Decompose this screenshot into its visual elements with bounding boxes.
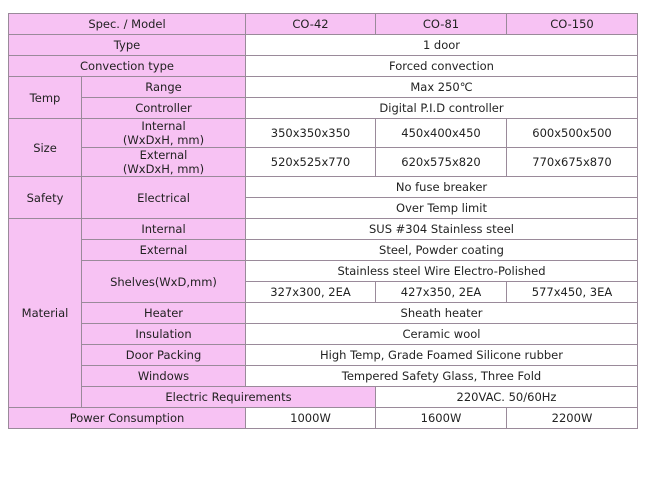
table-row	[9, 240, 638, 261]
shelves-size-co81: 427x350, 2EA	[376, 282, 507, 303]
size-internal-label-line1: Internal	[141, 119, 186, 133]
safety-electrical-label: Electrical	[82, 177, 246, 219]
temp-range-value: Max 250℃	[246, 77, 638, 98]
electric-label: Electric Requirements	[82, 387, 376, 408]
table-row	[9, 219, 638, 240]
type-value: 1 door	[246, 35, 638, 56]
model-header-co81: CO-81	[376, 14, 507, 35]
shelves-size-co150: 577x450, 3EA	[507, 282, 638, 303]
safety-group-label: Safety	[9, 177, 82, 219]
size-external-label	[82, 148, 246, 177]
size-external-co42: 520x525x770	[246, 148, 376, 177]
model-header-co42: CO-42	[246, 14, 376, 35]
safety-value-1: No fuse breaker	[246, 177, 638, 198]
electric-value: 220VAC. 50/60Hz	[376, 387, 638, 408]
table-row	[9, 77, 638, 98]
size-internal-label-line2: (WxDxH, mm)	[122, 133, 205, 147]
temp-controller-label: Controller	[82, 98, 246, 119]
size-internal-co42: 350x350x350	[246, 119, 376, 148]
table-row	[9, 387, 638, 408]
temp-group-label: Temp	[9, 77, 82, 119]
table-row	[9, 324, 638, 345]
material-shelves-label: Shelves(WxD,mm)	[82, 261, 246, 303]
type-label: Type	[9, 35, 246, 56]
table-row	[9, 177, 638, 198]
table-row	[9, 345, 638, 366]
size-external-co150: 770x675x870	[507, 148, 638, 177]
material-internal-value: SUS #304 Stainless steel	[246, 219, 638, 240]
shelves-size-co42: 327x300, 2EA	[246, 282, 376, 303]
material-external-value: Steel, Powder coating	[246, 240, 638, 261]
material-insulation-value: Ceramic wool	[246, 324, 638, 345]
size-internal-co81: 450x400x450	[376, 119, 507, 148]
size-internal-co150: 600x500x500	[507, 119, 638, 148]
temp-controller-value: Digital P.I.D controller	[246, 98, 638, 119]
size-external-label-line1: External	[139, 148, 188, 162]
power-co42: 1000W	[246, 408, 376, 429]
material-group-label: Material	[9, 219, 82, 408]
material-heater-label: Heater	[82, 303, 246, 324]
size-external-co81: 620x575x820	[376, 148, 507, 177]
material-heater-value: Sheath heater	[246, 303, 638, 324]
power-label: Power Consumption	[9, 408, 246, 429]
temp-range-label: Range	[82, 77, 246, 98]
table-row	[9, 148, 638, 177]
convection-value: Forced convection	[246, 56, 638, 77]
table-row	[9, 408, 638, 429]
size-group-label: Size	[9, 119, 82, 177]
table-row	[9, 56, 638, 77]
material-internal-label: Internal	[82, 219, 246, 240]
material-windows-label: Windows	[82, 366, 246, 387]
table-row	[9, 303, 638, 324]
table-row	[9, 119, 638, 148]
table-row	[9, 98, 638, 119]
safety-value-2: Over Temp limit	[246, 198, 638, 219]
material-external-label: External	[82, 240, 246, 261]
power-co150: 2200W	[507, 408, 638, 429]
material-door-value: High Temp, Grade Foamed Silicone rubber	[246, 345, 638, 366]
table-row	[9, 366, 638, 387]
material-shelves-value: Stainless steel Wire Electro-Polished	[246, 261, 638, 282]
material-door-label: Door Packing	[82, 345, 246, 366]
table-row	[9, 261, 638, 282]
convection-label: Convection type	[9, 56, 246, 77]
material-windows-value: Tempered Safety Glass, Three Fold	[246, 366, 638, 387]
material-insulation-label: Insulation	[82, 324, 246, 345]
size-external-label-line2: (WxDxH, mm)	[122, 162, 205, 176]
spec-model-header: Spec. / Model	[9, 14, 246, 35]
power-co81: 1600W	[376, 408, 507, 429]
header-row	[9, 14, 638, 35]
size-internal-label	[82, 119, 246, 148]
table-row	[9, 35, 638, 56]
spec-table	[8, 13, 638, 429]
model-header-co150: CO-150	[507, 14, 638, 35]
